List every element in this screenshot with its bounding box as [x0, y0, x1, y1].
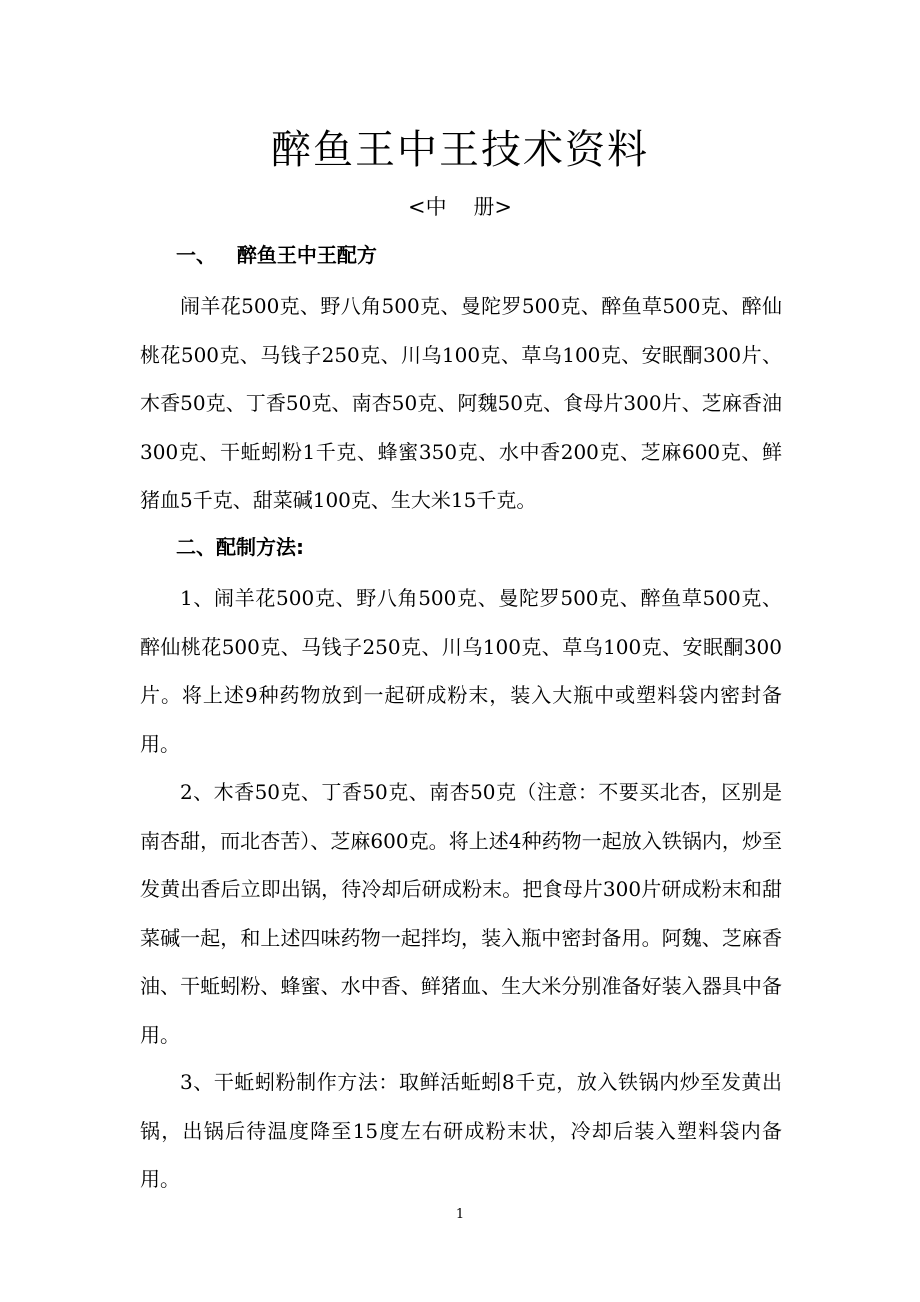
method-step-3-paragraph: 3、干蚯蚓粉制作方法：取鲜活蚯蚓8千克，放入铁锅内炒至发黄出锅，出锅后待温度降至15度左右研成粉末状，冷却后装入塑料袋内备用。: [140, 1070, 782, 1191]
method-step-2-paragraph: 2、木香50克、丁香50克、南杏50克（注意：不要买北杏，区别是南杏甜，而北杏苦）、芝麻600克。将上述4种药物一起放入铁锅内，炒至发黄出香后立即出锅，待冷却后研成粉末。把食母片300片研成粉末和甜菜碱一起，和上述四味药物一起拌均，装入瓶中密封备用。阿魏、芝麻香油、干蚯蚓粉、蜂蜜、水中香、鲜猪血、生大米分别准备好装入器具中备用。: [140, 780, 782, 1047]
formula-paragraph: 闹羊花500克、野八角500克、曼陀罗500克、醉鱼草500克、醉仙桃花500克、马钱子250克、川乌100克、草乌100克、安眠酮300片、木香50克、丁香50克、南杏50克、阿魏50克、食母片300片、芝麻香油300克、干蚯蚓粉1千克、蜂蜜350克、水中香200克、芝麻600克、鲜猪血5千克、甜菜碱100克、生大米15千克。: [140, 294, 782, 512]
section-heading-method: 二、配制方法:: [176, 535, 304, 559]
section-heading-formula: 一、 醉鱼王中王配方: [176, 243, 377, 267]
page-number: 1: [455, 1207, 465, 1222]
document-title: 醉鱼王中王技术资料: [271, 127, 649, 173]
document-subtitle: <中 册>: [408, 195, 512, 219]
method-step-1-paragraph: 1、闹羊花500克、野八角500克、曼陀罗500克、醉鱼草500克、醉仙桃花500克、马钱子250克、川乌100克、草乌100克、安眠酮300片。将上述9种药物放到一起研成粉末，装入大瓶中或塑料袋内密封备用。: [140, 586, 782, 756]
